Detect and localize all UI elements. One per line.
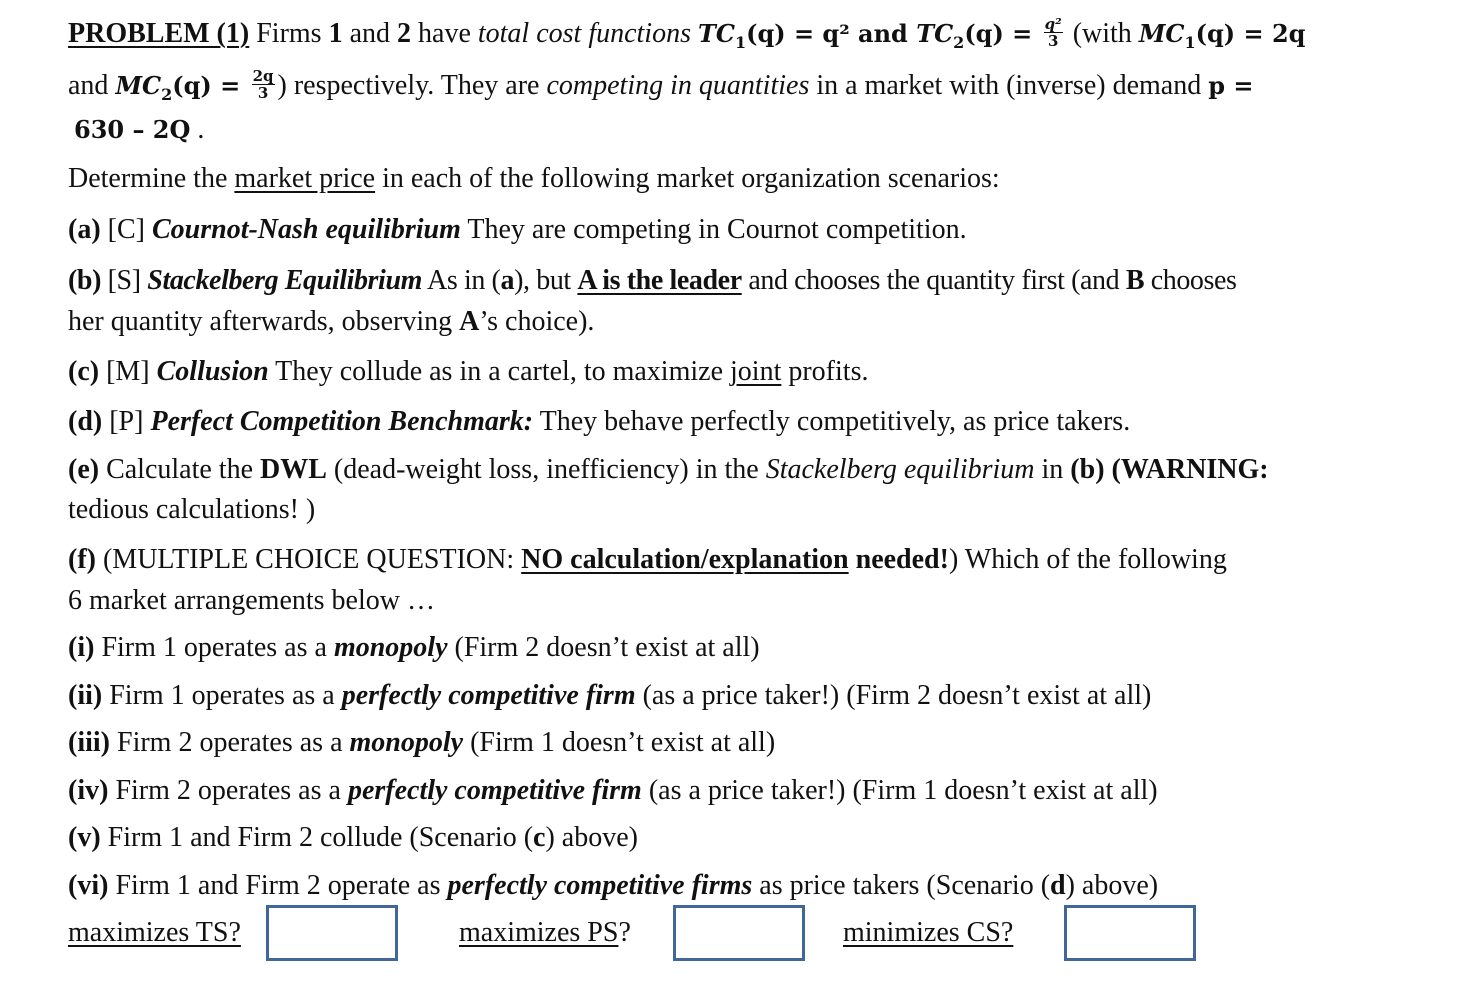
option-i: (i) Firm 1 operates as a monopoly (Firm 2 doesn’t exist at all)	[68, 632, 760, 663]
demand-p: p =	[1208, 71, 1254, 100]
question-e-line-1: (e) Calculate the DWL (dead-weight loss, inefficiency) in the Stackelberg equilibrium in (b) (WARNING:	[68, 454, 1269, 485]
tc2-fraction: $\frac{\text{q²}}{3}$	[1044, 15, 1062, 51]
tc1-formula: ) = q² and	[774, 19, 917, 48]
scenario-d: (d) [P] Perfect Competition Benchmark: They behave perfectly competitively, as price takers.	[68, 406, 1131, 437]
scenario-d-title: Perfect Competition Benchmark:	[150, 406, 534, 437]
option-vi: (vi) Firm 1 and Firm 2 operate as perfectly competitive firms as price takers (Scenario (d) above)	[68, 870, 1159, 901]
tc1-symbol: $TC_1$	[697, 19, 747, 52]
scenario-b-line-2: her quantity afterwards, observing A’s choice).	[68, 306, 595, 337]
mc2-fraction: $\frac{2q}{3}$	[252, 67, 274, 103]
ps-answer-box[interactable]	[673, 905, 805, 961]
scenario-b-line-1: (b) [S] Stackelberg Equilibrium As in (a), but A is the leader and chooses the quantity first (and B chooses	[68, 265, 1237, 296]
minimizes-cs-label: minimizes CS?	[843, 917, 1014, 948]
scenario-a: (a) [C] Cournot-Nash equilibrium They are competing in Cournot competition.	[68, 214, 967, 245]
problem-intro-line-2: and $MC_2(q)$ = $\frac{2q}{3}$ ) respectively. They are competing in quantities in a market with (inverse) demand p =	[68, 67, 1254, 104]
scenario-b-title: Stackelberg Equilibrium	[147, 265, 422, 296]
no-calculation-term: NO calculation/explanation	[521, 544, 849, 575]
joint-term: joint	[730, 356, 782, 387]
competing-in-quantities-term: competing in quantities	[546, 70, 810, 101]
option-iv: (iv) Firm 2 operates as a perfectly competitive firm (as a price taker!) (Firm 1 doesn’t exist at all)	[68, 775, 1158, 806]
scenario-a-title: Cournot-Nash equilibrium	[151, 214, 461, 245]
warning-text: (WARNING:	[1104, 454, 1269, 485]
leader-term: A is the leader	[577, 265, 742, 296]
question-e-line-2: tedious calculations! )	[68, 494, 316, 525]
mc1-symbol: $MC_1$	[1138, 19, 1196, 52]
question-f-line-2: 6 market arrangements below …	[68, 585, 435, 616]
problem-intro-line-1: PROBLEM (1) Firms 1 and 2 have total cost functions $TC_1(q) = q^2$ and $TC_2(q)$ = $\frac{\text{q²}}{3}$ (with $MC_1(q) = 2q$	[68, 15, 1306, 52]
option-ii: (ii) Firm 1 operates as a perfectly competitive firm (as a price taker!) (Firm 2 doesn’t exist at all)	[68, 680, 1152, 711]
market-price-term: market price	[234, 163, 376, 194]
cs-answer-box[interactable]	[1064, 905, 1196, 961]
demand-formula: 630 – 2Q	[74, 115, 191, 144]
determine-instruction: Determine the market price in each of the following market organization scenarios:	[68, 163, 1000, 194]
maximizes-ts-label: maximizes TS?	[68, 917, 241, 948]
scenario-c-title: Collusion	[156, 356, 269, 387]
mc1-formula: (q) = 2q	[1195, 19, 1306, 48]
mc2-symbol: $MC_2$	[115, 71, 173, 104]
option-v: (v) Firm 1 and Firm 2 collude (Scenario (c) above)	[68, 822, 638, 853]
problem-heading: PROBLEM (1)	[68, 18, 250, 49]
dwl-term: DWL	[260, 454, 327, 485]
question-f-line-1: (f) (MULTIPLE CHOICE QUESTION: NO calculation/explanation needed!) Which of the following	[68, 544, 1227, 575]
total-cost-functions-term: total cost functions	[477, 18, 691, 49]
scenario-c: (c) [M] Collusion They collude as in a cartel, to maximize joint profits.	[68, 356, 869, 387]
demand-formula-line: 630 – 2Q .	[74, 114, 205, 145]
ts-answer-box[interactable]	[266, 905, 398, 961]
tc2-symbol: $TC_2$	[916, 19, 965, 52]
option-iii: (iii) Firm 2 operates as a monopoly (Firm 1 doesn’t exist at all)	[68, 727, 776, 758]
maximizes-ps-label: maximizes PS?	[459, 917, 631, 948]
